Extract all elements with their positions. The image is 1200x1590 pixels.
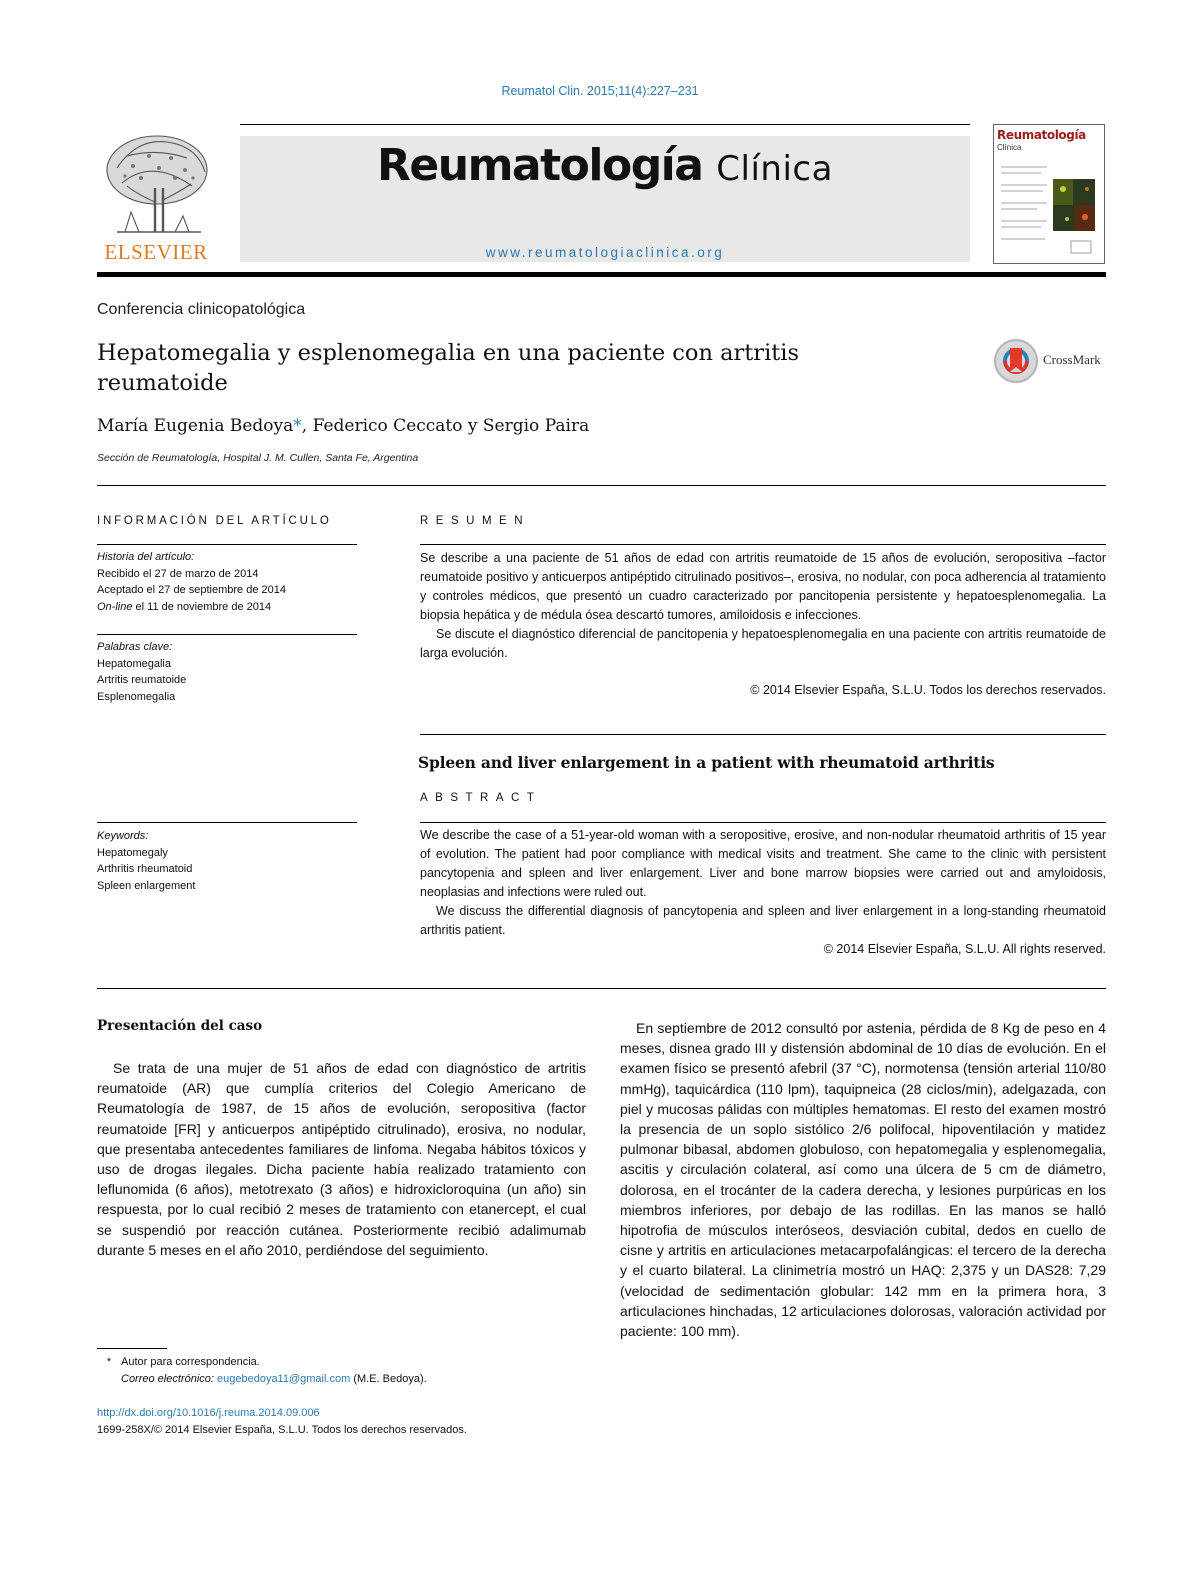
abstract-heading: ABSTRACT [420,792,542,804]
body-paragraph: Se trata de una mujer de 51 años de edad con diagnóstico de artritis reumatoide (AR) que cumplía criterios del Colegio Americano de Reumatología de 1987, de 15 años de evolución, seropositiva (factor reumatoide [FR] y anticuerpos antipéptido citrulinado), erosiva, no nodular, que presentaba antecedentes familiares de linfoma. Negaba hábitos tóxicos y uso de drogas ilegales. Dicha paciente había realizado tratamiento con leflunomida (6 años), metotrexato (3 años) e hidroxicloroquina (un año) sin respuesta, por lo cual recibió 2 meses de tratamiento con etanercept, el cual se suspendió por reacción cutánea. Posteriormente recibió adalimumab durante 5 meses en el año 2010, perdiéndose del seguimiento. [97,1060,586,1258]
info-rule-1 [97,544,357,545]
footnote-mark: * [106,1356,112,1368]
article-section-label: Conferencia clinicopatológica [97,301,306,318]
article-info-heading: INFORMACIÓN DEL ARTÍCULO [97,515,332,527]
resumen-copyright: © 2014 Elsevier España, S.L.U. Todos los derechos reservados. [750,683,1106,697]
journal-url-link[interactable]: www.reumatologiaclinica.org [485,245,725,260]
header-bottom-rule [97,272,1106,277]
footnote-correspondence [97,1354,586,1371]
journal-title-main: Reumatología [377,140,703,191]
body-top-rule [97,988,1106,989]
abstract-paragraph-1: We describe the case of a 51-year-old woman with a seropositive, erosive, and non-nodular rheumatoid arthritis of 15 year of evolution. The patient had poor compliance with medical visits and treatment. She came to the clinic with persistent pancytopenia and spleen and liver enlargement. Liver and bone marrow biopsies were carried out and amyloidosis, neoplasias and infections were ruled out. [420,828,1106,899]
history-label: Historia del artículo: [97,551,195,563]
keyword-es: Hepatomegalia [97,657,171,670]
resumen-paragraph-1: Se describe a una paciente de 51 años de edad con artritis reumatoide de 15 años de evolución, seropositiva –factor reumatoide positivo y anticuerpos antipéptido citrulinado positivos–, erosiva, no nodular, con poca adherencia al tratamiento y controles médicos, que presentó un cuadro caracterizado por pancitopenia persistente y hepatoesplenomegalia. La biopsia hepática y de médula ósea descartó tumores, amiloidosis e infecciones. [420,551,1106,622]
info-rule-2 [97,634,357,635]
keyword-en: Arthritis rheumatoid [97,863,193,875]
footnote [97,1354,586,1388]
body-right-column [620,1018,1106,1341]
header-top-rule [240,124,970,125]
keywords-en [97,828,357,894]
meta-divider [97,485,1106,486]
issn-line: 1699-258X/© 2014 Elsevier España, S.L.U. Todos los derechos reservados. [97,1424,467,1436]
coauthor-names: , Federico Ceccato y Sergio Paira [301,416,590,436]
resumen-rule [420,544,1106,545]
journal-cover-thumbnail[interactable] [993,124,1105,264]
author-list [97,416,589,436]
email-label: Correo electrónico: [121,1373,214,1385]
article-title: Hepatomegalia y esplenomegalia en una paciente con artritis reumatoide [97,340,800,396]
corresponding-author-mark[interactable]: * [293,416,302,436]
article-history [97,549,357,615]
footnote-text: Autor para correspondencia. [121,1356,260,1368]
journal-title [240,140,970,191]
body-left-column [97,1058,586,1260]
received-date: Recibido el 27 de marzo de 2014 [97,567,259,580]
cover-title: Reumatología [997,128,1086,142]
crossmark-icon [993,338,1039,384]
abstract-paragraph-2: We discuss the differential diagnosis of pancytopenia and spleen and liver enlargement in a long-standing rheumatoid arthritis patient. [420,904,1106,937]
author-email-link[interactable]: eugebedoya11@gmail.com [217,1373,351,1385]
abstract-body [420,826,1106,940]
resumen-paragraph-2: Se discute el diagnóstico diferencial de pancitopenia y hepatoesplenomegalia en una paciente con artritis reumatoide de larga evolución. [420,627,1106,660]
online-prefix: On-line [97,600,133,613]
section-heading: Presentación del caso [97,1018,263,1034]
keyword-es: Esplenomegalia [97,690,176,703]
journal-citation[interactable]: Reumatol Clin. 2015;11(4):227–231 [501,84,699,98]
doi-block [97,1405,697,1439]
online-rest: el 11 de noviembre de 2014 [132,600,272,613]
keywords-label: Keywords: [97,830,149,842]
journal-title-sub: Clínica [716,149,833,189]
crossmark-badge[interactable] [993,338,1123,384]
online-date [97,599,357,616]
keyword-en: Spleen enlargement [97,879,196,892]
resumen-heading: RESUMEN [420,515,531,527]
crossmark-label: CrossMark [1043,352,1101,367]
abstract-rule [420,822,1106,823]
abstract-copyright: © 2014 Elsevier España, S.L.U. All rights reserved. [823,942,1106,956]
author-name: María Eugenia Bedoya [97,416,294,436]
accepted-date: Aceptado el 27 de septiembre de 2014 [97,584,286,596]
palabras-clave [97,639,357,705]
email-suffix: (M.E. Bedoya). [350,1373,427,1385]
author-affiliation: Sección de Reumatología, Hospital J. M. Cullen, Santa Fe, Argentina [97,452,419,464]
resumen-bottom-rule [420,734,1106,735]
footnote-rule [97,1348,167,1349]
palabras-label: Palabras clave: [97,641,173,653]
elsevier-wordmark: ELSEVIER [104,240,208,264]
cover-artwork [997,155,1101,259]
english-title: Spleen and liver enlargement in a patient with rheumatoid arthritis [418,753,995,772]
info-rule-3 [97,822,357,823]
resumen-body [420,549,1106,663]
doi-link[interactable]: http://dx.doi.org/10.1016/j.reuma.2014.09.006 [97,1407,320,1419]
cover-subtitle: Clínica [997,143,1022,152]
body-paragraph: En septiembre de 2012 consultó por astenia, pérdida de 8 Kg de peso en 4 meses, disnea grado III y distensión abdominal de 10 días de evolución. En el examen físico se presentó afebril (37 °C), normotensa (tensión arterial 110/80 mmHg), taquicárdica (110 lpm), taquipneica (28 ciclos/min), adelgazada, con piel y mucosas pálidas con múltiples hematomas. El resto del examen mostró la presencia de un soplo sistólico 2/6 polifocal, hipoventilación y matidez pulmonar bibasal, abdomen globuloso, con hepatomegalia y esplenomegalia, ascitis y circulación colateral, así como una úlcera de 5 cm de diámetro, dolorosa, en el trocánter de la cadera derecha, y lesiones purpúricas en los miembros inferiores, por debajo de las rodillas. En las manos se halló hipotrofia de músculos interóseos, desviación cubital, dedos en cuello de cisne y artritis en articulaciones metacarpofalángicas: el tercero de la derecha y el cuarto bilateral. La clinimetría mostró un HAQ: 2,375 y un DAS28: 7,29 (velocidad de sedimentación globular: 142 mm en la primera hora, 3 articulaciones hinchadas, 12 articulaciones dolorosas, valoración actividad por paciente: 100 mm). [620,1020,1106,1340]
footnote-email-line [97,1371,586,1388]
keyword-en: Hepatomegaly [97,846,168,859]
keyword-es: Artritis reumatoide [97,674,187,686]
